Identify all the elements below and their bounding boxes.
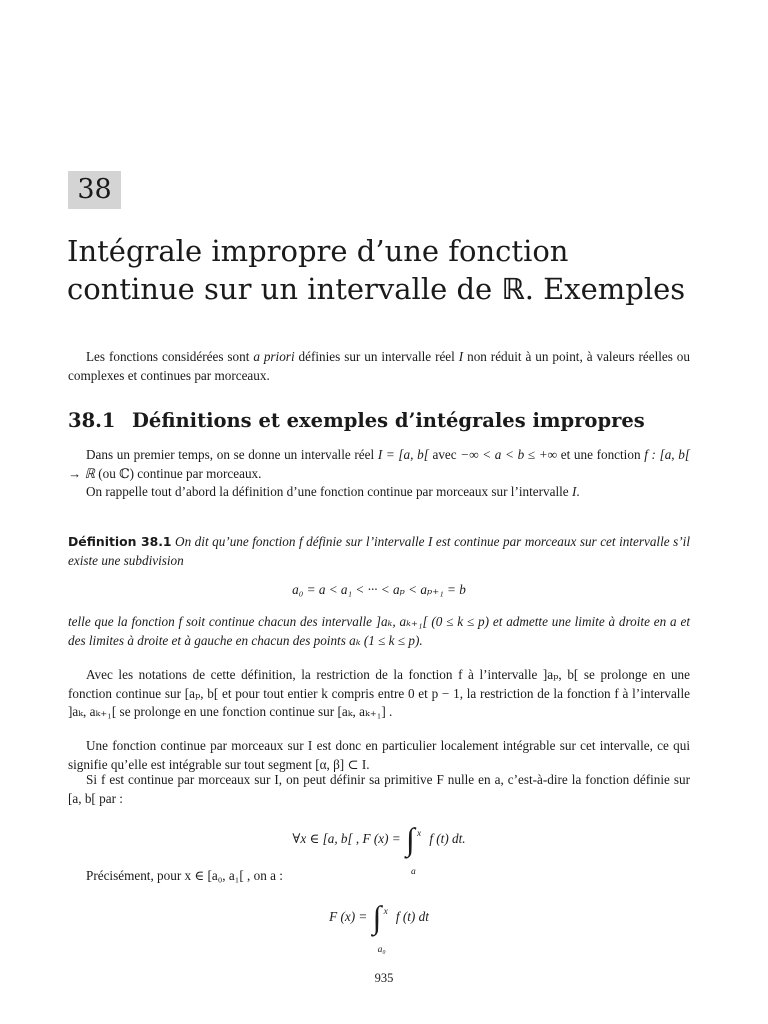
page-number: 935 — [374, 971, 394, 985]
para1-text-1: Dans un premier temps, on se donne un intervalle réel — [86, 447, 378, 462]
para1-text-3: et une fonction — [557, 447, 645, 462]
para2-text-2: . — [576, 484, 580, 499]
chapter-title-line2-start: continue sur un intervalle de — [67, 272, 502, 306]
definition-label: Définition 38.1 — [68, 534, 172, 549]
eq1-upper-bound: x — [417, 828, 422, 839]
para2-math-1: I — [571, 484, 577, 499]
eq2-lower-bound: a₀ — [377, 944, 386, 955]
integral-sign-2: ∫ x a₀ — [371, 897, 393, 939]
chapter-number: 38 — [68, 171, 121, 209]
chapter-title — [67, 232, 707, 308]
intro-text-1: Les fonctions considérées sont — [86, 349, 254, 364]
para1-text-4: (ou ℂ) continue par morceaux. — [94, 465, 262, 481]
chapter-title-line1: Intégrale impropre d’une fonction — [67, 234, 569, 268]
intro-paragraph — [68, 348, 690, 385]
definition-block — [68, 533, 690, 570]
section-title: Définitions et exemples d’intégrales impropres — [132, 409, 645, 432]
definition-text-2: telle que la fonction f soit continue chacun des intervalle ]aₖ, aₖ₊₁[ (0 ≤ k ≤ p) et admette une limite à droite en a et des limites à droite et à gauche en chacun des points aₖ (1 ≤ k ≤ p). — [68, 614, 690, 648]
eq2-upper-bound: x — [383, 906, 388, 917]
section-heading — [68, 408, 645, 434]
real-numbers-symbol: ℝ — [501, 272, 525, 306]
integral-sign: ∫ x a — [404, 819, 426, 861]
eq2-right: f (t) dt — [392, 909, 429, 924]
definition-text-1: On dit qu’une fonction f définie sur l’intervalle I est continue par morceaux sur cet intervalle s’il existe une subdivision — [68, 534, 690, 568]
para1-math-3: f : [a, b[ → ℝ — [68, 447, 690, 481]
intro-emphasis: a priori — [253, 349, 295, 364]
section-number: 38.1 — [68, 409, 116, 432]
paragraph-locally-integrable: Une fonction continue par morceaux sur I est donc en particulier localement intégrable sur cet intervalle, ce qui signifie qu’elle est intégrable sur tout segment [α, β] ⊂ I. — [68, 738, 690, 772]
paragraph-interval — [68, 446, 690, 483]
paragraph-restriction: Avec les notations de cette définition, la restriction de la fonction f à l’intervalle ]aₚ, b[ se prolonge en une fonction continue sur [aₚ, b[ et pour tout entier k compris entre 0 et p − 1, la restriction de la fonction f à l’intervalle ]aₖ, aₖ₊₁[ se prolonge en une fonction continue sur [aₖ, aₖ₊₁] . — [68, 667, 690, 719]
eq1-right: f (t) dt. — [426, 831, 466, 846]
primitive-equation-a0 — [68, 896, 690, 955]
chapter-title-line2-end: . Exemples — [524, 272, 686, 306]
subdivision-equation: a₀ = a < a₁ < ··· < aₚ < aₚ₊₁ = b — [292, 582, 466, 597]
para2-text-1: On rappelle tout d’abord la définition d’une fonction continue par morceaux sur l’intervalle — [86, 484, 572, 499]
intro-text-2: définies sur un intervalle réel — [294, 349, 459, 364]
eq1-left: ∀x ∈ [a, b[ , F (x) = — [292, 831, 405, 846]
para1-text-2: avec — [428, 447, 461, 462]
paragraph-recall — [68, 483, 690, 502]
eq1-lower-bound: a — [411, 866, 416, 877]
intro-math-I: I — [458, 349, 464, 364]
paragraph-precisely: Précisément, pour x ∈ [a₀, a₁[ , on a : — [86, 868, 283, 883]
paragraph-primitive: Si f est continue par morceaux sur I, on peut définir sa primitive F nulle en a, c’est-à-dire la fonction définie sur [a, b[ par : — [68, 772, 690, 806]
para1-math-1: I = [a, b[ — [377, 447, 429, 462]
eq2-left: F (x) = — [329, 909, 371, 924]
intro-text-3: non réduit à un point, à valeurs réelles ou complexes et continues par morceaux. — [68, 349, 690, 383]
para1-math-2: −∞ < a < b ≤ +∞ — [460, 447, 558, 462]
